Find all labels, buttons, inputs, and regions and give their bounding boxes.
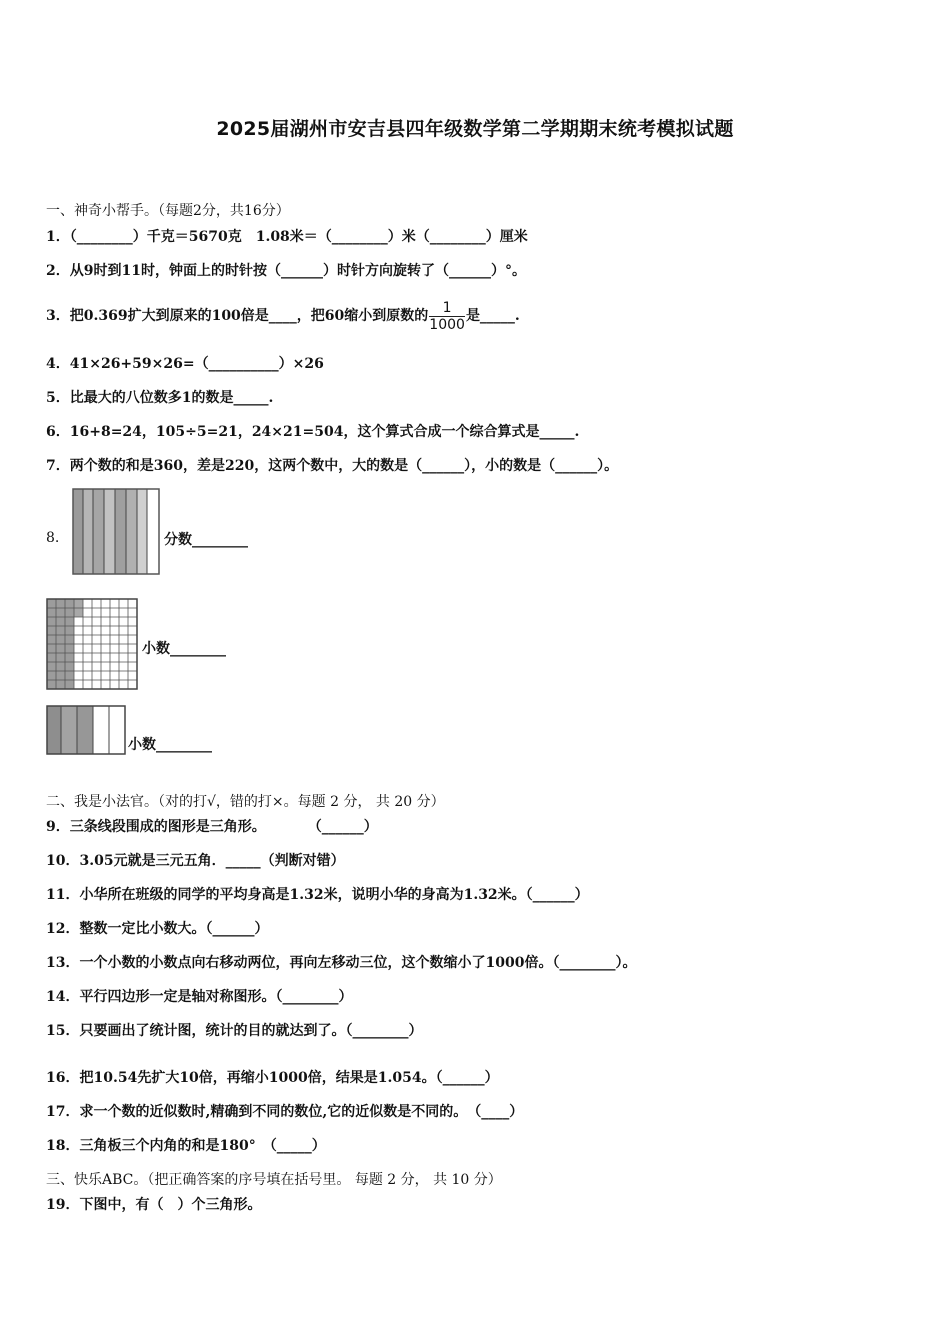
figure-hundred-grid [46,598,140,692]
question-7: 7．两个数的和是360，差是220，这两个数中，大的数是（______），小的数是（______）。 [46,458,619,474]
question-1: 1．（________）千克＝5670克 1.08米＝（________）米（________）厘米 [46,229,528,245]
question-8-number: 8. [46,530,60,546]
page-title: 2025届湖州市安吉县四年级数学第二学期期末统考模拟试题 [216,118,734,140]
figure-fraction-strips [72,488,162,576]
question-5: 5．比最大的八位数多1的数是_____. [46,390,274,406]
question-6: 6．16+8=24，105÷5=21，24×21=504，这个算式合成一个综合算式是_____. [46,424,580,440]
question-4: 4．41×26+59×26=（__________）×26 [46,356,324,372]
fraction-denominator: 1000 [429,316,465,333]
question-14: 14．平行四边形一定是轴对称图形。（________） [46,989,353,1005]
question-8-decimal-label-1: 小数________ [142,641,226,657]
question-2: 2．从9时到11时，钟面上的时针按（______）时针方向旋转了（______）°。 [46,263,526,279]
question-17: 17．求一个数的近似数时,精确到不同的数位,它的近似数是不同的。 （____） [46,1104,524,1120]
section-2-heading: 二、我是小法官。（对的打√，错的打×。每题 2 分， 共 20 分） [46,794,445,810]
question-16: 16．把10.54先扩大10倍，再缩小1000倍，结果是1.054。（______） [46,1070,499,1086]
question-11: 11．小华所在班级的同学的平均身高是1.32米，说明小华的身高为1.32米。（______） [46,887,589,903]
question-9: 9．三条线段围成的图形是三角形。 （______） [46,819,378,835]
section-3-heading: 三、快乐ABC。（把正确答案的序号填在括号里。 每题 2 分， 共 10 分） [46,1172,502,1188]
figure-decimal-strips [46,705,128,757]
question-3-tail: 是_____. [465,308,520,324]
question-3-text: 3．把0.369扩大到原来的100倍是____，把60缩小到原数的 [46,308,429,324]
question-15: 15．只要画出了统计图，统计的目的就达到了。（________） [46,1023,423,1039]
section-1-heading: 一、神奇小帮手。（每题2分，共16分） [46,203,290,219]
question-12: 12．整数一定比小数大。（______） [46,921,269,937]
question-10: 10．3.05元就是三元五角．_____（判断对错） [46,853,345,869]
question-8-fraction-label: 分数________ [164,532,248,548]
question-18: 18．三角板三个内角的和是180° （_____） [46,1138,326,1154]
fraction-numerator: 1 [429,300,465,317]
fraction [429,300,465,333]
question-19: 19．下图中，有（ ）个三角形。 [46,1197,262,1213]
question-8-decimal-label-2: 小数________ [128,737,212,753]
question-13: 13．一个小数的小数点向右移动两位，再向左移动三位，这个数缩小了1000倍。（________）。 [46,955,637,971]
question-3 [46,296,520,336]
